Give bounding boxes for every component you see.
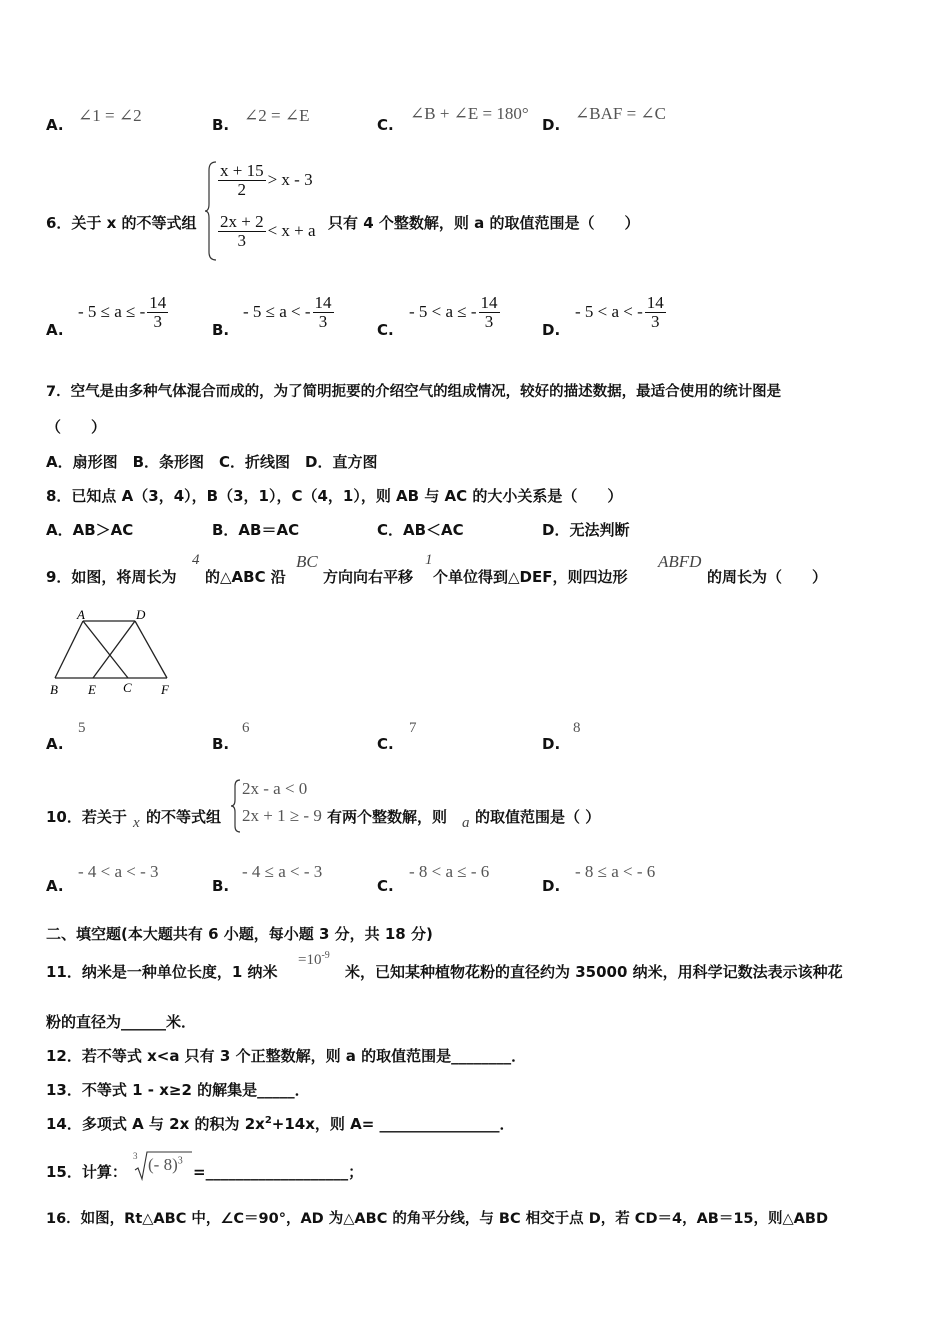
q9-option-b-value: 6 (242, 720, 250, 736)
q5-option-a-expr: ∠1 = ∠2 (78, 106, 142, 125)
q9-figure-segment-ac (83, 621, 128, 678)
q6-option-a-num: 14 (149, 293, 167, 312)
q9-figure-segment-ab (55, 621, 83, 678)
q5-option-b-label: B. (212, 116, 230, 134)
q9-p5: 的周长为（ ） (707, 568, 828, 586)
q9-figure-segment-df (135, 621, 167, 678)
q6-option-d-label: D. (542, 321, 561, 339)
q8-option-b: B．AB＝AC (212, 521, 300, 539)
q9-p2: 的△ABC 沿 (205, 568, 286, 586)
q8-option-d: D．无法判断 (542, 521, 630, 539)
q10-option-a-label: A. (46, 877, 64, 895)
q9-option-d-label: D. (542, 735, 561, 753)
q9-option-a-label: A. (46, 735, 64, 753)
q10-option-d-expr: - 8 ≤ a < - 6 (575, 862, 656, 881)
q10-line1: 2x - a < 0 (242, 779, 308, 798)
q5-option-d-expr: ∠BAF = ∠C (575, 104, 666, 123)
q7-line2: （ ） (46, 418, 107, 436)
q9-figure-label-f: F (161, 682, 169, 697)
q5-option-a-label: A. (46, 116, 64, 134)
q6-option-b-label: B. (212, 321, 230, 339)
q9-option-c-label: C. (377, 735, 394, 753)
q6-suffix: 只有 4 个整数解，则 a 的取值范围是（ ） (328, 214, 640, 232)
q7-options: A．扇形图 B．条形图 C．折线图 D．直方图 (46, 453, 378, 471)
q9-v4: ABFD (658, 552, 702, 571)
q8-option-c: C．AB＜AC (377, 521, 464, 539)
q15-root-index: 3 (133, 1151, 138, 1161)
q9-option-b-label: B. (212, 735, 230, 753)
q14-text (46, 1113, 515, 1134)
q9-figure-label-b: B (50, 682, 58, 697)
q9-v3: 1 (425, 552, 433, 568)
q10-suffix2: 的取值范围是（ ） (475, 808, 601, 826)
q11-line2: 粉的直径为______米． (46, 1013, 197, 1031)
q9-figure-segment-de (93, 621, 135, 678)
q9-option-c-value: 7 (409, 720, 417, 736)
q6-option-d-lhs: - 5 < a < - (575, 302, 643, 322)
question-16: 16．如图，Rt△ABC 中，∠C＝90°，AD 为△ABC 的角平分线，与 BC 相交于点 D，若 CD＝4，AB＝15，则△ABD (46, 1211, 828, 1227)
q9-figure (44, 608, 184, 704)
q6-line1-rest: > x - 3 (267, 170, 313, 190)
q10-mid: 的不等式组 (146, 808, 222, 826)
q9-figure-label-a: A (77, 608, 85, 622)
q11-p2: 米，已知某种植物花粉的直径约为 35000 纳米，用科学记数法表示该种花 (345, 963, 843, 981)
q10-option-a-expr: - 4 < a < - 3 (78, 862, 159, 881)
q6-option-c-num: 14 (480, 293, 498, 312)
q9-option-a-value: 5 (78, 720, 86, 736)
q6-option-a-den: 3 (153, 311, 163, 331)
question-13: 13．不等式 1 - x≥2 的解集是_____． (46, 1081, 310, 1099)
q10-line2: 2x + 1 ≥ - 9 (242, 806, 322, 825)
q10-option-c-label: C. (377, 877, 394, 895)
q6-line1-den: 2 (237, 179, 247, 199)
q10-option-b-label: B. (212, 877, 230, 895)
q11-eq-exp: -9 (321, 950, 330, 961)
q14-p1: 14．多项式 A 与 2x 的积为 2x (46, 1115, 265, 1133)
q10-option-c-expr: - 8 < a ≤ - 6 (409, 862, 490, 881)
q6-line2-den: 3 (237, 230, 247, 250)
q6-line2-num: 2x + 2 (220, 212, 264, 231)
q14-p2: +14x，则 A= ________________． (271, 1115, 515, 1133)
q9-figure-label-d: D (136, 608, 146, 622)
q10-prefix: 10．若关于 (46, 808, 127, 826)
q6-option-b-num: 14 (314, 293, 332, 312)
q5-option-c-expr: ∠B + ∠E = 180° (410, 104, 529, 123)
q9-figure-label-c: C (123, 680, 132, 695)
q7-line1: 7．空气是由多种气体混合而成的，为了简明扼要的介绍空气的组成情况，较好的描述数据，最适合使用的统计图是 (46, 384, 782, 400)
q15-p1: 15．计算： (46, 1163, 127, 1181)
q9-p3: 方向向右平移 (323, 568, 414, 586)
q6-prefix: 6．关于 x 的不等式组 (46, 214, 197, 232)
q6-option-b-den: 3 (318, 311, 328, 331)
q10-var-a: a (462, 815, 470, 831)
q6-option-c-label: C. (377, 321, 394, 339)
q9-figure-label-e: E (88, 682, 96, 697)
q10-suffix1: 有两个整数解，则 (327, 808, 448, 826)
q6-option-a-label: A. (46, 321, 64, 339)
q15-radicand (148, 1155, 183, 1175)
q6-line1-num: x + 15 (220, 161, 264, 180)
q6-line1 (216, 162, 313, 199)
q6-option-d-den: 3 (651, 311, 660, 331)
q9-option-d-value: 8 (573, 720, 581, 736)
q9-p1: 9．如图，将周长为 (46, 568, 177, 586)
q14-exp: 2 (264, 1115, 272, 1126)
q5-option-c-label: C. (377, 116, 394, 134)
q6-option-b-lhs: - 5 ≤ a < - (243, 302, 311, 322)
q5-option-d-label: D. (542, 116, 561, 134)
q10-brace-icon (230, 778, 242, 834)
q8-stem: 8．已知点 A（3，4），B（3，1），C（4，1），则 AB 与 AC 的大小关系是（ ） (46, 487, 623, 505)
q10-option-d-label: D. (542, 877, 561, 895)
q8-option-a: A．AB＞AC (46, 521, 134, 539)
q11-eq-base: =10 (298, 952, 322, 968)
q6-line2 (216, 213, 316, 250)
q6-option-d-num: 14 (646, 293, 664, 312)
q6-line2-rest: < x + a (267, 221, 316, 241)
q11-p1: 11．纳米是一种单位长度，1 纳米 (46, 963, 278, 981)
q10-option-b-expr: - 4 ≤ a < - 3 (242, 862, 323, 881)
q11-eq (298, 950, 330, 969)
question-12: 12．若不等式 x<a 只有 3 个正整数解，则 a 的取值范围是________． (46, 1047, 527, 1065)
q15-radicand-base: (- 8) (148, 1155, 178, 1174)
q9-p4: 个单位得到△DEF，则四边形 (433, 568, 628, 586)
q15-p2: =___________________； (193, 1163, 364, 1181)
q15-radicand-exp: 3 (177, 1155, 183, 1167)
q5-option-b-expr: ∠2 = ∠E (244, 106, 310, 125)
q6-option-c-den: 3 (484, 311, 494, 331)
q6-option-c-lhs: - 5 < a ≤ - (409, 302, 477, 322)
q10-var-x: x (133, 815, 140, 831)
q6-option-a-lhs: - 5 ≤ a ≤ - (78, 302, 146, 322)
q9-v1: 4 (192, 552, 200, 568)
q9-v2: BC (296, 552, 318, 571)
section-2-heading: 二、填空题(本大题共有 6 小题，每小题 3 分，共 18 分) (46, 925, 433, 943)
